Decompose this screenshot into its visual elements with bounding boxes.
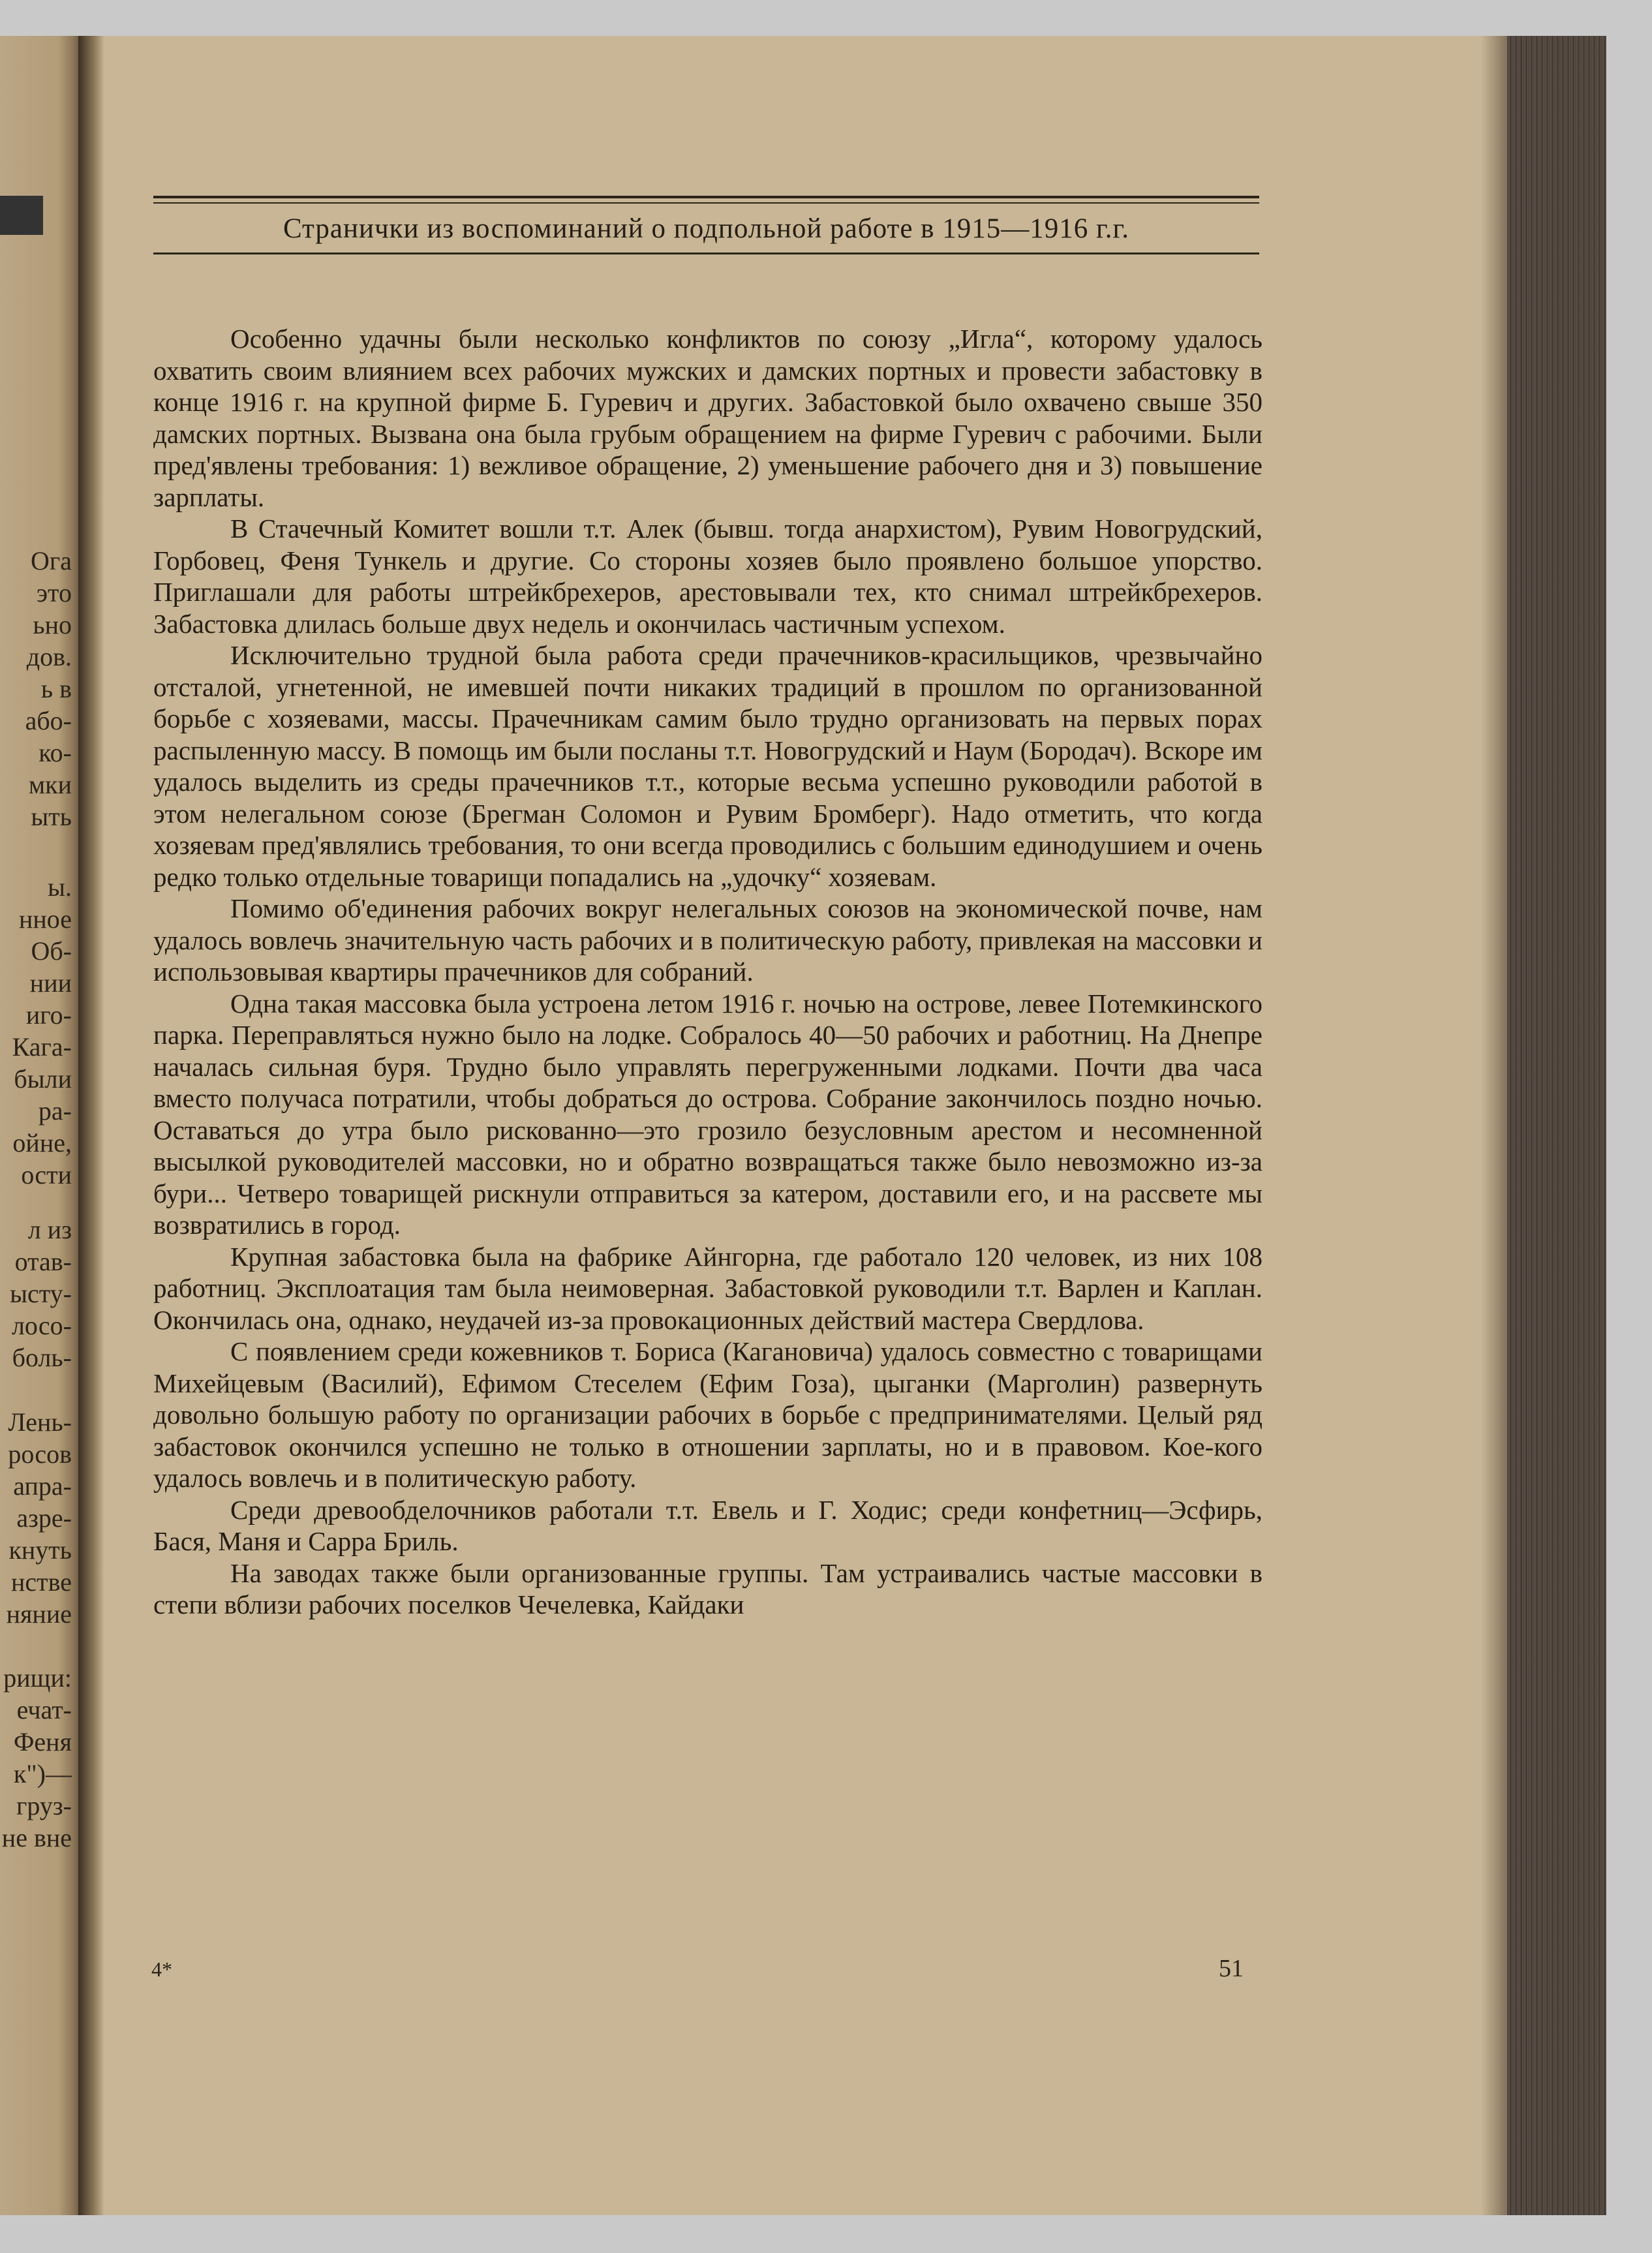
previous-page-fragment: дов. bbox=[26, 642, 72, 671]
previous-page-fragment: Лень- bbox=[8, 1407, 72, 1437]
previous-page-fragment: нстве bbox=[10, 1567, 72, 1597]
paragraph: Помимо об'единения рабочих вокруг нелегальных союзов на экономической почве, нам удалось вовлечь значительную часть рабочих и в политическую работу, привлекая на массовки и использовывая квартиры прачечников для собраний. bbox=[153, 893, 1262, 987]
previous-page-fragment: отав- bbox=[14, 1247, 72, 1276]
previous-page-fragment: иго- bbox=[25, 1000, 72, 1030]
previous-page-fragment: азре- bbox=[16, 1503, 72, 1533]
paragraph: На заводах также были организованные группы. Там устраивались частые массовки в степи вблизи рабочих поселков Чечелевка, Кайдаки bbox=[153, 1557, 1262, 1619]
previous-page-fragment: ь в bbox=[40, 674, 72, 703]
page-number: 51 bbox=[1219, 1955, 1244, 1982]
previous-page-fragment: ы. bbox=[48, 872, 72, 902]
paragraph: Среди древообделочников работали т.т. Евель и Г. Ходис; среди конфетниц—Эсфирь, Бася, Маня и Сарра Бриль. bbox=[153, 1494, 1262, 1556]
previous-page-fragment: ыть bbox=[31, 802, 72, 831]
paragraph: Исключительно трудной была работа среди прачечников-красильщиков, чрезвычайно отсталой, угнетенной, не имевшей почти никаких традиций в прошлом по организованной борьбе с хозяевами, массы. Прачечникам самим было трудно организовать на первых порах распыленную массу. В помощь им были посланы т.т. Новогрудский и Наум (Бородач). Вскоре им удалось выделить из среды прачечников т.т., которые весьма успешно руководили работой в этом нелегальном союзе (Брегман Соломон и Рувим Бромберг). Надо отметить, что когда хозяевам пред'являлись требования, то они всегда проводились с большим единодушием и очень редко только отдельные товарищи попадались на „удочку“ хозяевам. bbox=[153, 640, 1262, 892]
paragraph: С появлением среди кожевников т. Бориса (Кагановича) удалось совместно с товарищами Михейцевым (Василий), Ефимом Стеселем (Ефим Гоза), цыганки (Марголин) развернуть довольно большую работу по организации рабочих в борьбе с предпринимателями. Целый ряд забастовок окончился успешно не только в отношении зарплаты, но и в правовом. Кое-кого удалось вовлечь и в политическую работу. bbox=[153, 1336, 1262, 1493]
previous-page-fragment: мки bbox=[28, 770, 72, 799]
body-text bbox=[153, 323, 1262, 1621]
previous-page-fragment: рищи: bbox=[3, 1663, 72, 1693]
header-title: Странички из воспоминаний о подпольной работе в 1915—1916 г.г. bbox=[283, 213, 1130, 244]
previous-page-fragment: або- bbox=[25, 706, 72, 735]
previous-page-fragment: росов bbox=[8, 1439, 72, 1469]
previous-page-fragment: ысту- bbox=[10, 1279, 72, 1308]
running-header bbox=[153, 196, 1259, 254]
page-tab-marker bbox=[0, 196, 43, 235]
previous-page-fragment: няние bbox=[6, 1599, 72, 1629]
previous-page-fragment: ости bbox=[21, 1160, 72, 1189]
previous-page-fragment: л из bbox=[27, 1215, 72, 1244]
paragraph: Особенно удачны были несколько конфликтов по союзу „Игла“, которому удалось охватить своим влиянием всех рабочих мужских и дамских портных и провести забастовку в конце 1916 г. на крупной фирме Б. Гуревич и других. Забастовкой было охвачено свыше 350 дамских портных. Вызвана она была грубым обращением на фирме Гуревич с рабочими. Были пред'явлены требования: 1) вежливое обращение, 2) уменьшение рабочего дня и 3) повышение зарплаты. bbox=[153, 324, 1262, 512]
previous-page-fragment: Об- bbox=[31, 936, 72, 966]
previous-page-fragment: ьно bbox=[33, 610, 72, 639]
book-edge bbox=[1507, 36, 1606, 2215]
paragraph: В Стачечный Комитет вошли т.т. Алек (бывш. тогда анархистом), Рувим Новогрудский, Горбовец, Феня Тункель и другие. Со стороны хозяев было проявлено большое упорство. Приглашали для работы штрейкбрехеров, арестовывали тех, кто снимал штрейкбрехеров. Забастовка длилась больше двух недель и окончилась частичным успехом. bbox=[153, 513, 1262, 639]
previous-page-fragment: нии bbox=[29, 968, 72, 998]
previous-page-fragment: груз- bbox=[16, 1791, 72, 1820]
previous-page-fragment: Кага- bbox=[12, 1032, 72, 1062]
previous-page-fragment: не вне bbox=[1, 1823, 72, 1852]
page-edge-shadow bbox=[1481, 36, 1510, 2215]
previous-page-fragment: Феня bbox=[13, 1727, 72, 1756]
paragraph: Крупная забастовка была на фабрике Айнгорна, где работало 120 человек, из них 108 работниц. Эксплоатация там была неимоверная. Забастовкой руководили т.т. Варлен и Каплан. Окончилась она, однако, неудачей из-за провокационных действий мастера Свердлова. bbox=[153, 1241, 1262, 1335]
previous-page-fragment: были bbox=[14, 1064, 72, 1094]
header-rule-bottom bbox=[153, 253, 1259, 254]
signature-mark: 4* bbox=[151, 1957, 172, 1981]
previous-page-fragment: нное bbox=[18, 904, 72, 934]
previous-page-fragment: боль- bbox=[12, 1343, 72, 1372]
previous-page-edge bbox=[0, 36, 84, 2215]
book-page bbox=[0, 36, 1606, 2215]
book-gutter bbox=[78, 36, 104, 2215]
previous-page-fragment: Ога bbox=[30, 546, 72, 575]
previous-page-fragment: ечат- bbox=[16, 1695, 72, 1724]
previous-page-fragment: ойне, bbox=[12, 1128, 72, 1157]
previous-page-fragment: ра- bbox=[38, 1096, 72, 1126]
header-rule-top bbox=[153, 196, 1259, 204]
previous-page-fragment: кнуть bbox=[8, 1535, 72, 1565]
previous-page-fragment: к")— bbox=[13, 1759, 72, 1788]
paragraph: Одна такая массовка была устроена летом 1916 г. ночью на острове, левее Потемкинского парка. Переправляться нужно было на лодке. Собралось 40—50 рабочих и работниц. На Днепре началась сильная буря. Трудно было управлять перегруженными лодками. Почти два часа вместо получаса потратили, чтобы добраться до острова. Собрание закончилось поздно ночью. Оставаться до утра было рискованно—это грозило безусловным арестом и несомненной высылкой руководителей массовки, но и обратно возвращаться также было невозможно из-за бури... Четверо товарищей рискнули отправиться за катером, доставили его, и на рассвете мы возвратились в город. bbox=[153, 988, 1262, 1240]
previous-page-fragment: лосо- bbox=[11, 1311, 72, 1340]
previous-page-fragment: ко- bbox=[38, 738, 72, 767]
previous-page-fragment: апра- bbox=[13, 1471, 72, 1501]
previous-page-fragment: это bbox=[36, 578, 72, 607]
